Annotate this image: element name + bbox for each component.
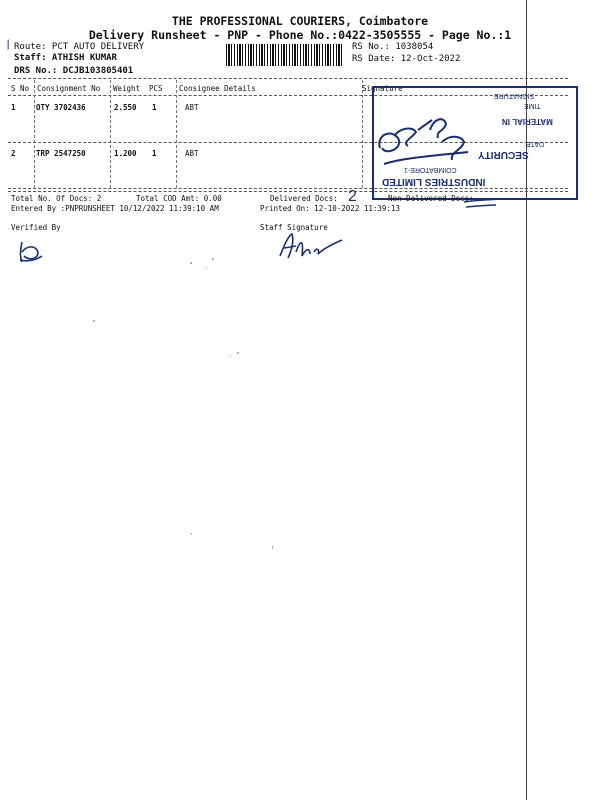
rs-date: RS Date: 12-Oct-2022	[352, 54, 461, 64]
scan-speck	[206, 268, 207, 269]
col-header-pcs: PCS	[149, 84, 163, 93]
column-divider	[176, 80, 177, 188]
non-delivered-docs-label: Non Delivered Docs:	[388, 194, 474, 203]
stamp-line: SECURITY	[478, 149, 529, 160]
barcode	[226, 44, 344, 66]
scan-speck	[272, 546, 273, 549]
column-divider	[362, 80, 363, 188]
col-header-signature: Signature	[362, 84, 403, 93]
entered-by: Entered By :PNPRUNSHEET 10/12/2022 11:39:10 AM	[11, 204, 219, 213]
stamp-line: INDUSTRIES LIMITED	[382, 176, 486, 187]
stamp-handwriting	[372, 108, 482, 178]
staff-label: Staff: ATHISH KUMAR	[14, 53, 117, 63]
total-docs: Total No. Of Docs: 2	[11, 194, 102, 203]
stamp-line: TIME	[524, 102, 541, 109]
pen-stroke-mark	[462, 196, 502, 210]
scan-speck	[191, 533, 192, 535]
row-2-sno: 2	[11, 149, 16, 158]
stamp-line: MATERIAL IN	[502, 117, 553, 126]
row-1-pcs: 1	[152, 103, 157, 112]
scan-speck	[230, 356, 231, 357]
delivered-docs-label: Delivered Docs:	[270, 194, 338, 203]
column-divider	[34, 80, 35, 188]
row-1-consignment: OTY 3702436	[36, 103, 86, 112]
printed-on: Printed On: 12-10-2022 11:39:13	[260, 204, 400, 213]
scan-speck	[93, 320, 95, 322]
delivered-count-handwritten: 2	[348, 188, 357, 205]
staff-signature	[276, 230, 346, 262]
row-1-sno: 1	[11, 103, 16, 112]
pen-mark: /	[2, 37, 15, 52]
row-2-pcs: 1	[152, 149, 157, 158]
stamp-line: COIMBATORE-1	[404, 166, 457, 173]
col-header-consignment: Consignment No	[37, 84, 101, 93]
verified-by-signature	[16, 238, 46, 266]
scan-speck	[212, 258, 214, 260]
col-header-sno: S No	[11, 84, 30, 93]
row-2-consignee: ABT	[185, 149, 199, 158]
column-divider	[110, 80, 111, 188]
row-2-consignment: TRP 2547250	[36, 149, 86, 158]
scan-speck	[237, 352, 239, 354]
col-header-weight: Weight	[113, 84, 141, 93]
scan-speck	[190, 262, 192, 264]
stamp-line: DATE:	[524, 140, 545, 147]
rs-number: RS No.: 1038054	[352, 42, 434, 52]
row-1-consignee: ABT	[185, 103, 199, 112]
runsheet-title: Delivery Runsheet - PNP - Phone No.:0422-3505555 - Page No.:1	[88, 28, 512, 42]
verified-by-label: Verified By	[11, 223, 61, 232]
route-label: Route: PCT AUTO DELIVERY	[14, 42, 145, 52]
company-title: THE PROFESSIONAL COURIERS, Coimbatore	[171, 14, 429, 28]
row-1-weight: 2.550	[114, 103, 137, 112]
table-top-rule	[8, 78, 568, 79]
drs-number: DRS No.: DCJB103805401	[14, 66, 134, 76]
row-2-weight: 1.200	[114, 149, 137, 158]
total-cod-amount: Total COD Amt: 0.00	[136, 194, 222, 203]
stamp-line: SIGNATURE	[494, 92, 535, 99]
footer-rule	[8, 191, 568, 192]
staff-signature-label: Staff Signature	[260, 223, 328, 232]
col-header-consignee: Consignee Details	[179, 84, 256, 93]
